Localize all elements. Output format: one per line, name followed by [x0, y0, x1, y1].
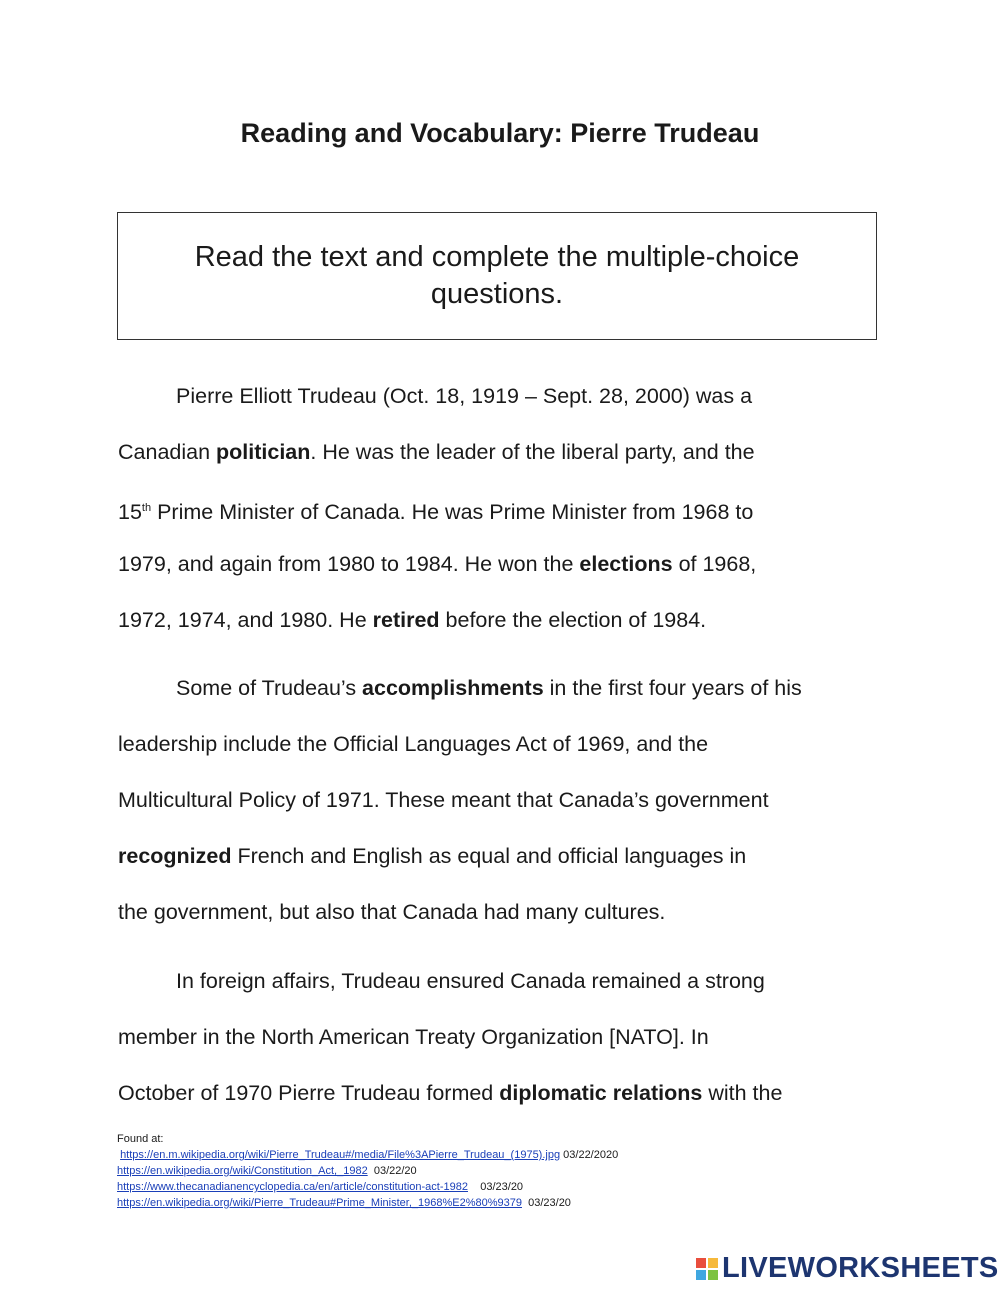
- vocab-word: elections: [579, 552, 673, 576]
- instruction-box: [117, 212, 877, 340]
- text: In foreign affairs, Trudeau ensured Canada remained a strong: [176, 969, 765, 993]
- text: October of 1970 Pierre Trudeau formed: [118, 1081, 500, 1105]
- vocab-word: diplomatic relations: [499, 1081, 703, 1105]
- text: Some of Trudeau’s: [176, 676, 363, 700]
- page-title: Reading and Vocabulary: Pierre Trudeau: [240, 118, 760, 148]
- text: leadership include the Official Languages Act of 1969, and the: [118, 732, 709, 756]
- text: Multicultural Policy of 1971. These meant that Canada’s government: [118, 788, 769, 812]
- text: Canadian: [118, 440, 217, 464]
- text: the government, but also that Canada had many cultures.: [118, 900, 666, 924]
- text-line: [118, 716, 888, 772]
- vocab-word: recognized: [118, 844, 232, 868]
- footnote-item: [117, 1147, 618, 1163]
- text-line: [118, 592, 888, 648]
- paragraph-2: [118, 660, 888, 940]
- text-line: [118, 424, 888, 480]
- text-line: [118, 884, 888, 940]
- text-line: [118, 536, 888, 592]
- text: member in the North American Treaty Organization [NATO]. In: [118, 1025, 709, 1049]
- footnote-date: 03/22/2020: [563, 1149, 619, 1161]
- liveworksheets-logo: [696, 1252, 999, 1285]
- footnote-item: [117, 1195, 618, 1211]
- text-line: [118, 1065, 888, 1121]
- footnote-link[interactable]: https://en.m.wikipedia.org/wiki/Pierre_Trudeau#/media/File%3APierre_Trudeau_(1975).jpg: [120, 1149, 561, 1161]
- text-line: [118, 660, 888, 716]
- text: with the: [702, 1081, 783, 1105]
- footnote-date: 03/23/20: [528, 1197, 571, 1209]
- footnote-link[interactable]: https://en.wikipedia.org/wiki/Pierre_Trudeau#Prime_Minister,_1968%E2%80%9379: [117, 1197, 522, 1209]
- text: before the election of 1984.: [439, 608, 707, 632]
- footnote-item: [117, 1163, 618, 1179]
- text-line: [118, 1009, 888, 1065]
- logo-square: [696, 1258, 706, 1268]
- vocab-word: retired: [372, 608, 440, 632]
- footnote-date: 03/22/20: [373, 1165, 417, 1177]
- text-line: [118, 368, 888, 424]
- text-line: [118, 828, 888, 884]
- logo-text: LIVEWORKSHEETS: [722, 1252, 999, 1284]
- paragraph-3: [118, 953, 888, 1121]
- text: 1972, 1974, and 1980. He: [118, 608, 373, 632]
- superscript: th: [141, 502, 152, 514]
- vocab-word: accomplishments: [362, 676, 544, 700]
- logo-square: [696, 1270, 706, 1280]
- logo-icon: [696, 1258, 718, 1280]
- text: . He was the leader of the liberal party, and the: [310, 440, 755, 464]
- text: 15: [118, 500, 142, 524]
- logo-square: [708, 1270, 718, 1280]
- text-line: [118, 772, 888, 828]
- instruction-text: Read the text and complete the multiple-choice questions.: [194, 241, 800, 310]
- text: Prime Minister of Canada. He was Prime Minister from 1968 to: [151, 500, 754, 524]
- text: 1979, and again from 1980 to 1984. He won the: [118, 552, 580, 576]
- text: of 1968,: [672, 552, 757, 576]
- footnote-link[interactable]: https://www.thecanadianencyclopedia.ca/en/article/constitution-act-1982: [117, 1181, 468, 1193]
- footnote-item: [117, 1179, 618, 1195]
- logo-square: [708, 1258, 718, 1268]
- text-line: [118, 480, 888, 536]
- footnotes: [117, 1131, 618, 1211]
- text: Pierre Elliott Trudeau (Oct. 18, 1919 – Sept. 28, 2000) was a: [176, 384, 753, 408]
- footnote-link[interactable]: https://en.wikipedia.org/wiki/Constitution_Act,_1982: [117, 1165, 368, 1177]
- text: French and English as equal and official languages in: [231, 844, 747, 868]
- vocab-word: politician: [216, 440, 311, 464]
- footnote-date: 03/23/20: [480, 1181, 524, 1193]
- text: in the first four years of his: [543, 676, 802, 700]
- footnote-label: Found at:: [117, 1133, 164, 1145]
- text-line: [118, 953, 888, 1009]
- paragraph-1: [118, 368, 888, 648]
